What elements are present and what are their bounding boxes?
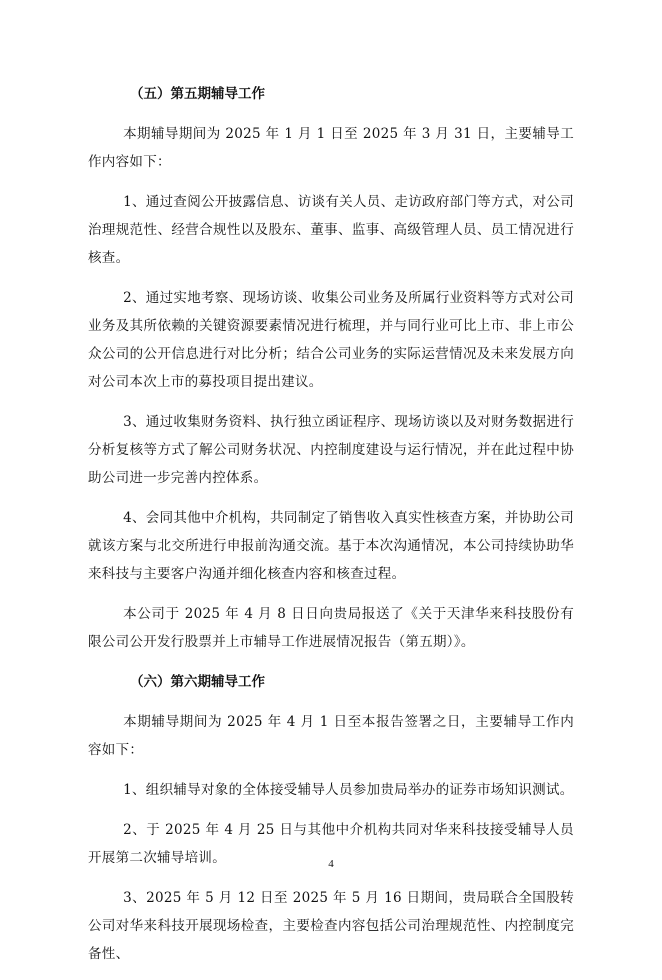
- paragraph-period-5-item-1: 1、通过查阅公开披露信息、访谈有关人员、走访政府部门等方式，对公司治理规范性、经营合规性以及股东、董事、监事、高级管理人员、员工情况进行核查。: [88, 194, 574, 266]
- paragraph-period-6-item-1: 1、组织辅导对象的全体接受辅导人员参加贵局举办的证券市场知识测试。: [123, 782, 574, 798]
- section-heading-6: （六）第六期辅导工作: [130, 674, 265, 690]
- page-number: 4: [328, 858, 334, 870]
- paragraph-period-6-item-3: 3、2025 年 5 月 12 日至 2025 年 5 月 16 日期间，贵局联合全国股转公司对华来科技开展现场检查，主要检查内容包括公司治理规范性、内控制度完备性、: [88, 890, 574, 962]
- paragraph-period-6-intro: 本期辅导期间为 2025 年 4 月 1 日至本报告签署之日，主要辅导工作内容如下：: [88, 714, 574, 758]
- paragraph-period-5-item-4: 4、会同其他中介机构，共同制定了销售收入真实性核查方案，并协助公司就该方案与北交所进行申报前沟通交流。基于本次沟通情况，本公司持续协助华来科技与主要客户沟通并细化核查内容和核查过程。: [88, 510, 574, 582]
- section-heading-5: （五）第五期辅导工作: [130, 86, 265, 102]
- paragraph-period-5-item-2: 2、通过实地考察、现场访谈、收集公司业务及所属行业资料等方式对公司业务及其所依赖的关键资源要素情况进行梳理，并与同行业可比上市、非上市公众公司的公开信息进行对比分析；结合公司业务的实际运营情况及未来发展方向对公司本次上市的募投项目提出建议。: [88, 290, 574, 390]
- paragraph-period-5-item-3: 3、通过收集财务资料、执行独立函证程序、现场访谈以及对财务数据进行分析复核等方式了解公司财务状况、内控制度建设与运行情况，并在此过程中协助公司进一步完善内控体系。: [88, 414, 574, 486]
- paragraph-period-5-report: 本公司于 2025 年 4 月 8 日日向贵局报送了《关于天津华来科技股份有限公司公开发行股票并上市辅导工作进展情况报告（第五期）》。: [88, 606, 574, 650]
- paragraph-period-6-item-2: 2、于 2025 年 4 月 25 日与其他中介机构共同对华来科技接受辅导人员开展第二次辅导培训。: [88, 822, 574, 866]
- paragraph-period-5-intro: 本期辅导期间为 2025 年 1 月 1 日至 2025 年 3 月 31 日，主要辅导工作内容如下：: [88, 126, 574, 170]
- document-body: [88, 80, 574, 980]
